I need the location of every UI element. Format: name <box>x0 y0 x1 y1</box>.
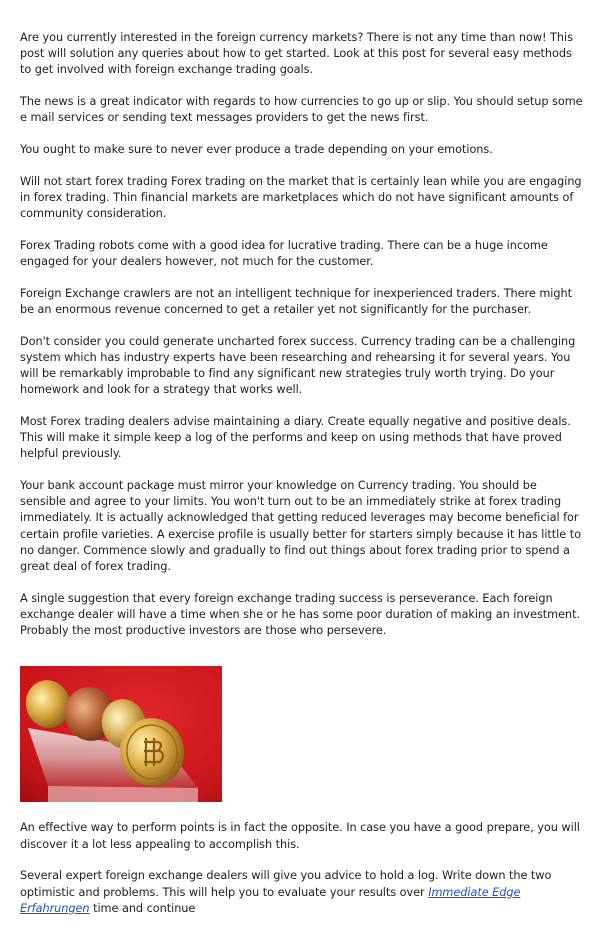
paragraph-intro: Are you currently interested in the foreign currency markets? There is not any time than now! This post will solution any queries about how to get started. Look at this post for several easy methods to get involved with foreign exchange trading goals. <box>20 31 573 77</box>
paragraph-uncharted-success: Don't consider you could generate uncharted forex success. Currency trading can be a challenging system which has industry experts have been researching and rehearsing it for several years. You will be remarkably improbable to find any significant new strategies truly worth trying. Do your homework and look for a strategy that works well. <box>20 334 576 397</box>
coins-photo <box>20 666 222 802</box>
paragraph-robots: Forex Trading robots come with a good idea for lucrative trading. There can be a huge income engaged for your dealers however, not much for the customer. <box>20 238 548 269</box>
paragraph-log-text-after: time and continue <box>89 901 196 915</box>
paragraph-perseverance: A single suggestion that every foreign exchange trading success is perseverance. Each foreign exchange dealer will have a time when she or he has some poor duration of making an investment. Probably the most productive investors are those who persevere. <box>20 591 581 638</box>
article-body <box>20 30 585 932</box>
paragraph-log-text-before: Several expert foreign exchange dealers will give you advice to hold a log. Write down the two optimistic and problems. This will help you to evaluate your results over <box>20 869 552 899</box>
paragraph-account-package: Your bank account package must mirror your knowledge on Currency trading. You should be sensible and agree to your limits. You won't turn out to be an immediately strike at forex trading immediately. It is actually acknowledged that getting reduced leverages may become beneficial for certain profile varieties. A exercise profile is usually better for starters simply because it has little to no danger. Commence slowly and gradually to find out things about forex trading prior to spend a great deal of forex trading. <box>20 479 581 574</box>
immediate-edge-link[interactable]: Immediate Edge Erfahrungen <box>20 885 521 915</box>
paragraph-diary: Most Forex trading dealers advise maintaining a diary. Create equally negative and positive deals. This will make it simple keep a log of the performs and keep on using methods that have proved helpful previously. <box>20 414 571 461</box>
paragraph-log <box>20 868 585 917</box>
paragraph-crawlers: Foreign Exchange crawlers are not an intelligent technique for inexperienced traders. There might be an enormous revenue concerned to get a retailer yet not significantly for the purchaser. <box>20 286 573 316</box>
paragraph-news: The news is a great indicator with regards to how currencies to go up or slip. You should setup some e mail services or sending text messages providers to get the news first. <box>20 95 583 125</box>
paragraph-thin-markets: Will not start forex trading Forex trading on the market that is certainly lean while you are engaging in forex trading. Thin financial markets are marketplaces which do not have significant amounts of community consideration. <box>20 174 582 221</box>
paragraph-emotions: You ought to make sure to never ever produce a trade depending on your emotions. <box>20 143 493 157</box>
paragraph-opposite: An effective way to perform points is in fact the opposite. In case you have a good prepare, you will discover it a lot less appealing to accomplish this. <box>20 821 580 851</box>
